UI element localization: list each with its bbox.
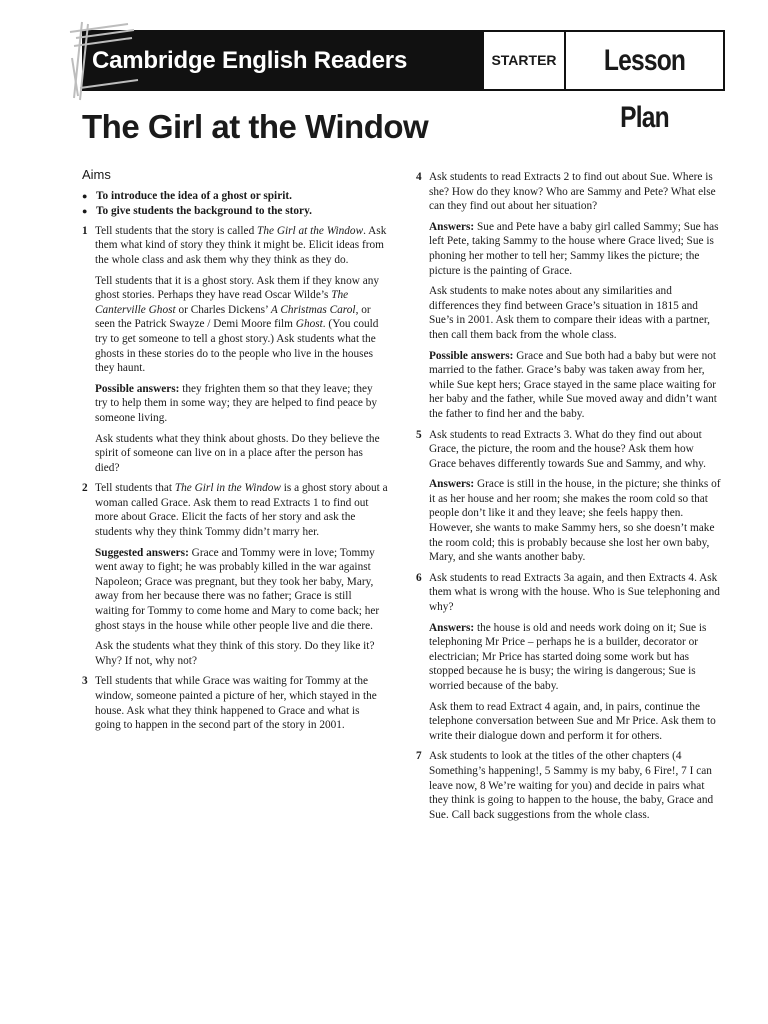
page-title: The Girl at the Window	[82, 108, 429, 145]
doc-type-label: Lesson Plan	[566, 30, 725, 91]
step-paragraph: Ask students to look at the titles of the other chapters (4 Something’s happening!, 5 Sammy is my baby, 6 Fire!, 7 I can leave now, 8 We’re waiting for you) and decide in pairs what they think is going to happen to the house, the baby, Grace and Sue. Call back suggestions from the whole class.	[429, 750, 714, 821]
answers-paragraph: Possible answers: they frighten them so that they leave; they try to help them in some way; they are helped to find peace by someone living.	[95, 382, 378, 424]
step-number: 7	[416, 750, 422, 763]
step-4	[416, 170, 722, 422]
aims-heading: Aims	[82, 167, 111, 182]
step-number: 1	[82, 224, 88, 237]
step-paragraph: Ask students what they think about ghosts. Do they believe the spirit of someone can live on in a place after the person has died?	[95, 432, 380, 474]
aims-list	[82, 189, 388, 219]
step-number: 6	[416, 571, 422, 584]
step-2	[82, 481, 388, 668]
step-1	[82, 224, 388, 476]
left-column	[82, 168, 388, 739]
brand-banner	[82, 30, 482, 91]
brand-name: Cambridge English Readers	[92, 47, 408, 74]
step-6	[416, 571, 722, 744]
step-5	[416, 428, 722, 565]
step-7	[416, 749, 722, 822]
answers-paragraph: Answers: Grace is still in the house, in the picture; she thinks of it as her house and her room; she makes the room cold so that people don’t like it and they leave; she feels happy then. However, she wants to make Sammy hers, so she doesn’t make the room cold; this is probably because she lost her own baby, Mary, and she wants another baby.	[429, 478, 721, 564]
step-paragraph: Tell students that it is a ghost story. Ask them if they know any ghost stories. Perhaps they have read Oscar Wilde’s The Canterville Ghost or Charles Dickens’ A Christmas Carol, or seen the Patrick Swayze / Demi Moore film Ghost. (You could try to get someone to tell a ghost story.) Ask students what the ghosts in these stories do to the people who live in the houses they haunt.	[95, 274, 380, 375]
step-paragraph: Ask students to read Extracts 3. What do they find out about Grace, the picture, the room and the house? Ask them how Grace behaves differently towards Sue and Sammy, and why.	[429, 428, 706, 470]
step-paragraph: Ask students to read Extracts 2 to find out about Sue. Where is she? How do they know? Who are Sammy and Pete? What else can they find out about her situation?	[429, 171, 716, 213]
step-paragraph: Tell students that the story is called The Girl at the Window. Ask them what kind of story they think it might be. Elicit ideas from the whole class and ask them why they think as they do.	[95, 224, 387, 266]
answers-paragraph: Possible answers: Grace and Sue both had a baby but were not married to the father. Grace’s baby was taken away from her, while Sue kept hers; Grace stayed in the same place waiting for her baby and the father, while Sue moved away and didn’t want the father to find her and the baby.	[429, 349, 717, 420]
step-paragraph: Ask the students what they think of this story. Do they like it? Why? If not, why not?	[95, 640, 375, 667]
right-column	[416, 170, 722, 828]
step-paragraph: Tell students that while Grace was waiting for Tommy at the window, someone painted a picture of her, which stayed in the house. Ask what they think happened to Grace and what is going to happen in the second part of the story in 2001.	[95, 675, 377, 732]
step-number: 3	[82, 675, 88, 688]
step-number: 5	[416, 428, 422, 441]
step-3	[82, 674, 388, 732]
answers-paragraph: Answers: the house is old and needs work doing on it; Sue is telephoning Mr Price – perhaps he is a builder, decorator or electrician; Mr Price has started doing some work but has stopped because he is busy; the wiring is dangerous; Sue is worried because of the baby.	[429, 621, 707, 692]
aim-item: ● To give students the background to the story.	[82, 204, 388, 219]
step-paragraph: Ask students to read Extracts 3a again, and then Extracts 4. Ask them what is wrong with the house. Who is Sue telephoning and why?	[429, 571, 720, 614]
answers-paragraph: Suggested answers: Grace and Tommy were in love; Tommy went away to fight; he was probably killed in the war against Napoleon; Grace was pregnant, but they took her baby, Mary, away from her because there was no father; Grace is still waiting for Tommy to come home and Mary to come back; her ghost stays in the house while other people live and die there.	[95, 546, 380, 632]
step-paragraph: Ask students to make notes about any similarities and differences they find between Grace’s situation in 1815 and Sue’s in 2001. Ask them to compare their ideas with a partner, then call them back from the whole class.	[429, 285, 710, 341]
answers-paragraph: Answers: Sue and Pete have a baby girl called Sammy; Sue has left Pete, taking Sammy to the house where Grace lived; Sue is phoning her mother to tell her; Sammy likes the picture; the picture is the painting of Grace.	[429, 220, 719, 277]
step-paragraph: Tell students that The Girl in the Window is a ghost story about a woman called Grace. Ask them to read Extracts 1 to find out more about Grace. Elicit the facts of her story and ask the students why they think Tommy didn’t marry her.	[95, 482, 388, 539]
step-paragraph: Ask them to read Extract 4 again, and, in pairs, continue the telephone conversation between Sue and Mr Price. Ask them to write their dialogue down and perform it for others.	[429, 700, 716, 742]
level-badge: STARTER	[482, 30, 566, 91]
step-number: 2	[82, 482, 88, 495]
step-number: 4	[416, 171, 422, 183]
aim-item: ● To introduce the idea of a ghost or spirit.	[82, 189, 388, 204]
